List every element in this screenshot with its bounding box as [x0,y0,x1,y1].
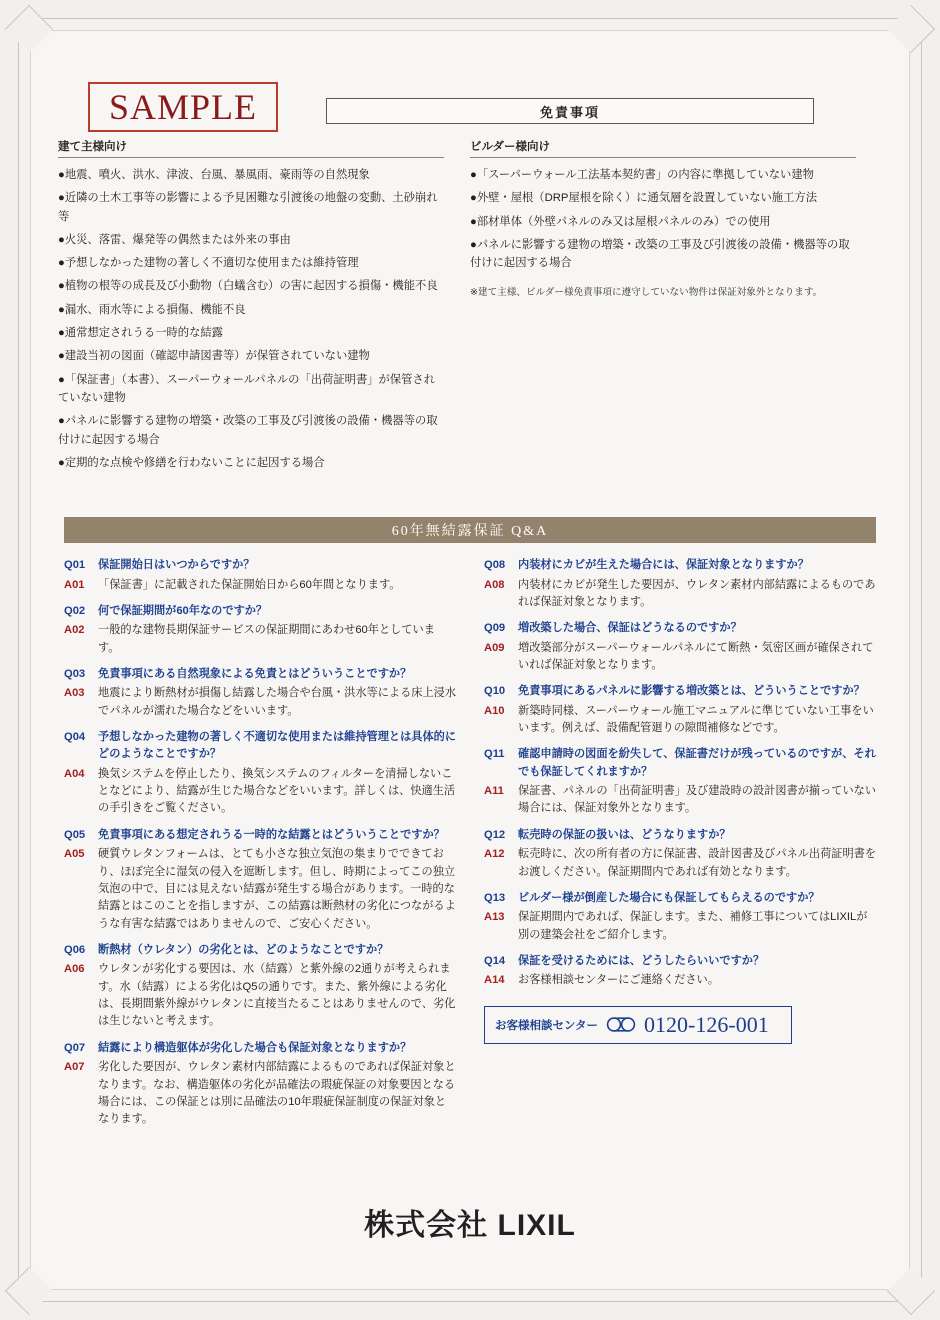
qa-answer-text: 劣化した要因が、ウレタン素材内部結露によるものであれば保証対象となります。なお、構造躯体の劣化が品確法の瑕疵保証の対象要因となる場合には、この保証とは別に品確法の10年瑕疵保証制度の保証対象となります。 [98,1061,456,1126]
qa-answer-text: 内装材にカビが発生した要因が、ウレタン素材内部結露によるものであれば保証対象となります。 [518,578,876,608]
qa-answer-text: 増改築部分がスーパーウォールパネルにて断熱・気密区画が確保されていれば保証対象となります。 [518,641,874,671]
qa-question [64,1040,456,1057]
exclusions-note: ※建て主様、ビルダー様免責事項に遵守していない物件は保証対象外となります。 [470,287,823,299]
list-item: ●近隣の土木工事等の影響による予見困難な引渡後の地盤の変動、土砂崩れ等 [58,192,438,223]
qa-question-tag: Q01 [64,559,86,572]
qa-answer [64,846,456,933]
exclusions-owner-list [58,166,444,472]
qa-answer [64,622,456,657]
qa-answer [64,577,456,594]
qa-question [484,953,876,970]
qa-item [64,666,456,720]
contact-phone-number[interactable]: 0120-126-001 [644,1011,769,1037]
qa-question-tag: Q14 [484,954,506,967]
section-title-bar [326,98,814,124]
qa-question-tag: Q13 [484,891,506,904]
qa-question [64,666,456,683]
qa-question [64,557,456,574]
qa-section-title: 60年無結露保証 Q&A [391,524,549,540]
qa-answer-tag: A08 [484,578,505,591]
qa-question-text: ビルダー様が倒産した場合にも保証してもらえるのですか？ [518,891,820,904]
contact-label: お客様相談センター [495,1019,599,1032]
qa-question [64,827,456,844]
qa-right-column [484,557,876,1137]
qa-answer-tag: A02 [64,624,85,637]
qa-question-text: 保証開始日はいつからですか？ [98,559,255,572]
sample-stamp [88,82,278,132]
list-item: ●パネルに影響する建物の増築・改築の工事及び引渡後の設備・機器等の取付けに起因する場合 [470,238,850,270]
qa-answer [484,783,876,818]
exclusions-builder-heading: ビルダー様向け [470,138,856,158]
qa-answer-tag: A03 [64,687,85,700]
qa-item [64,557,456,594]
qa-answer-tag: A12 [484,848,505,861]
qa-left-column [64,557,456,1137]
qa-question-text: 転売時の保証の扱いは、どうなりますか？ [518,828,731,841]
qa-answer-tag: A05 [64,848,85,861]
qa-question [64,729,456,764]
qa-answer [484,846,876,881]
list-item: ●部材単体（外壁パネルのみ又は屋根パネルのみ）での使用 [470,215,771,228]
list-item: ●通常想定されうる一時的な結露 [58,327,223,340]
qa-question-tag: Q06 [64,943,86,956]
qa-question-tag: Q03 [64,667,86,680]
qa-item [484,683,876,737]
qa-answer [64,685,456,720]
customer-contact-box[interactable] [484,1006,792,1044]
qa-answer-text: 換気システムを停止したり、換気システムのフィルターを清掃しないことなどにより、結露が生じた場合などをいいます。詳しくは、快適生活の手引きをご覧ください。 [98,767,456,815]
qa-answer-text: 保証書、パネルの「出荷証明書」及び建設時の設計図書が揃っていない場合には、保証対象外となります。 [518,785,877,815]
qa-answer [484,909,876,944]
section-title: 免責事項 [539,104,600,120]
list-item: ●「スーパーウォール工法基本契約書」の内容に準拠していない建物 [470,169,814,181]
qa-answer-text: 硬質ウレタンフォームは、とても小さな独立気泡の集まりでできており、ほぼ完全に湿気の侵入を遮断します。但し、時期によってこの独立気泡の中で、目には見えない結露が発生する場合があります。一時的な結露とはこのことを指しますが、この結露は断熱材の劣化につながるような有害な結露ではありませんので、ご安心ください。 [98,848,456,930]
page-footer [58,1200,882,1244]
qa-answer [484,577,876,612]
qa-answer-tag: A13 [484,911,505,924]
qa-answer-tag: A10 [484,704,505,717]
qa-item [64,1040,456,1129]
company-logo: 株式会社 LIXIL [364,1209,576,1242]
list-item: ●予想しなかった建物の著しく不適切な使用または維持管理 [58,257,359,270]
qa-question-text: 断熱材（ウレタン）の劣化とは、どのようなことですか？ [98,943,389,956]
qa-answer-text: 「保証書」に記載された保証開始日から60年間となります。 [98,578,401,591]
qa-question-tag: Q07 [64,1041,86,1054]
sample-stamp-text: SAMPLE [108,87,258,127]
qa-answer [64,961,456,1030]
qa-answer-tag: A04 [64,767,85,780]
qa-question-text: 何で保証期間が60年なのですか？ [98,604,268,617]
list-item: ●漏水、雨水等による損傷、機能不良 [58,303,246,316]
qa-item [484,827,876,881]
qa-answer-tag: A11 [484,785,504,798]
qa-question [484,683,876,700]
qa-item [64,729,456,818]
list-item: ●パネルに影響する建物の増築・改築の工事及び引渡後の設備・機器等の取付けに起因する場合 [58,415,438,446]
qa-section-band [64,517,876,543]
qa-question [64,603,456,620]
qa-item [484,620,876,674]
qa-answer-text: 転売時に、次の所有者の方に保証書、設計図書及びパネル出荷証明書をお渡しください。保証期間内であれば有効となります。 [518,848,877,878]
qa-question-tag: Q05 [64,828,86,841]
qa-answer-tag: A09 [484,641,505,654]
exclusions-builder-list [470,166,856,272]
qa-answer-text: 新築時同様、スーパーウォール施工マニュアルに準じていない工事をいいます。例えば、設備配管廻りの隙間補修などです。 [518,704,874,735]
exclusions-owner-column [58,138,444,477]
qa-question-text: 増改築した場合、保証はどうなるのですか？ [518,622,742,635]
list-item: ●定期的な点検や修繕を行わないことに起因する場合 [58,456,325,469]
qa-question-text: 保証を受けるためには、どうしたらいいですか？ [518,954,765,967]
qa-question [484,746,876,781]
list-item: ●「保証書」（本書）、スーパーウォールパネルの「出荷証明書」が保管されていない建物 [58,373,436,404]
exclusions-builder-column [470,138,856,477]
list-item: ●植物の根等の成長及び小動物（白蟻含む）の害に起因する損傷・機能不良 [58,280,438,293]
qa-item [64,827,456,933]
qa-answer-text: お客様相談センターにご連絡ください。 [518,974,719,987]
exclusions-section [58,138,882,477]
qa-question-text: 確認申請時の図面を紛失して、保証書だけが残っているのですが、それでも保証してくれますか？ [518,748,876,778]
qa-question [484,620,876,637]
qa-answer [484,703,876,738]
list-item: ●建設当初の図面（確認申請図書等）が保管されていない建物 [58,350,370,363]
qa-question [484,890,876,907]
list-item: ●地震、噴火、洪水、津波、台風、暴風雨、豪雨等の自然現象 [58,169,370,181]
exclusions-owner-heading: 建て主様向け [58,138,444,158]
qa-question-tag: Q02 [64,604,86,617]
qa-answer [484,972,876,989]
qa-question-tag: Q11 [484,748,505,761]
page-header [58,56,882,126]
qa-answer [484,640,876,675]
list-item: ●火災、落雷、爆発等の偶然または外来の事由 [58,233,291,246]
qa-question-text: 結露により構造躯体が劣化した場合も保証対象となりますか？ [98,1041,412,1054]
qa-question-tag: Q08 [484,559,506,572]
qa-question-tag: Q09 [484,622,506,635]
qa-item [484,953,876,990]
qa-columns [64,557,882,1137]
qa-answer-tag: A01 [64,578,85,591]
list-item: ●外壁・屋根（DRP屋根を除く）に通気層を設置していない施工方法 [470,192,817,205]
qa-question [484,827,876,844]
qa-answer-text: 保証期間内であれば、保証します。また、補修工事についてはLIXILが別の建築会社をご紹介します。 [518,911,868,941]
qa-answer-text: ウレタンが劣化する要因は、水（結露）と紫外線の2通りが考えられます。水（結露）による劣化はQ5の通りです。また、紫外線による劣化は、長期間紫外線がウレタンに直接当たることはありませんので、劣化は生じないと考えます。 [98,963,456,1028]
qa-answer-tag: A06 [64,963,85,976]
qa-question-tag: Q10 [484,685,506,698]
qa-answer-text: 地震により断熱材が損傷し結露した場合や台風・洪水等による床上浸水でパネルが濡れた場合などをいいます。 [98,687,457,717]
qa-question-text: 免責事項にある自然現象による免責とはどういうことですか？ [98,667,412,680]
qa-question-tag: Q12 [484,828,506,841]
qa-question-text: 免責事項にある想定されうる一時的な結露とはどういうことですか？ [98,828,445,841]
qa-item [64,603,456,657]
qa-answer [64,766,456,818]
qa-item [484,746,876,817]
qa-question-text: 予想しなかった建物の著しく不適切な使用または維持管理とは具体的にどのようなことですか？ [98,731,457,761]
qa-answer [64,1059,456,1128]
qa-item [64,942,456,1031]
freedial-icon [606,1016,636,1033]
qa-question [64,942,456,959]
page-content [58,56,882,1266]
qa-question-tag: Q04 [64,731,86,744]
qa-question-text: 内装材にカビが生えた場合には、保証対象となりますか？ [518,559,809,572]
qa-item [484,557,876,611]
qa-answer-tag: A14 [484,974,505,987]
qa-item [484,890,876,944]
qa-answer-tag: A07 [64,1061,85,1074]
qa-answer-text: 一般的な建物長期保証サービスの保証期間にあわせ60年としています。 [98,624,435,654]
qa-question [484,557,876,574]
qa-question-text: 免責事項にあるパネルに影響する増改築とは、どういうことですか？ [518,685,865,698]
